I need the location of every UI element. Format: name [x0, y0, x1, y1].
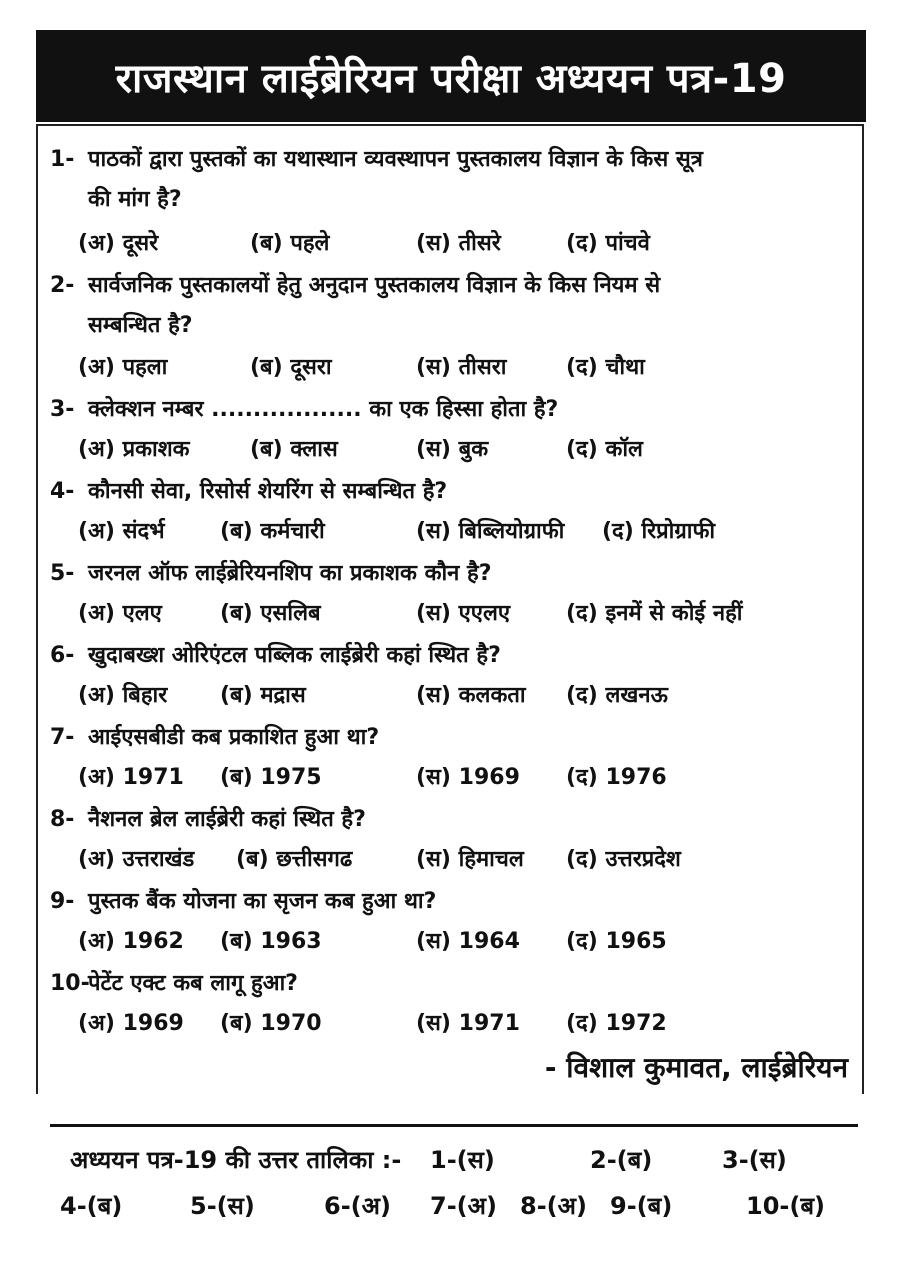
question-3	[50, 396, 558, 424]
option-b: (ब) छत्तीसगढ	[236, 847, 353, 872]
option-c: (स) हिमाचल	[416, 847, 524, 872]
question-number: 1-	[50, 147, 75, 172]
answer-item: 1-(स)	[430, 1146, 495, 1174]
option-c: (स) 1971	[416, 1011, 520, 1036]
question-text: खुदाबख्श ओरिएंटल पब्लिक लाईब्रेरी कहां स्थित है?	[88, 643, 501, 668]
question-5	[50, 560, 491, 588]
answer-item: 7-(अ)	[430, 1192, 497, 1220]
option-d: (द) 1965	[566, 929, 667, 954]
question-text: पुस्तक बैंक योजना का सृजन कब हुआ था?	[88, 889, 437, 914]
question-text: कौनसी सेवा, रिसोर्स शेयरिंग से सम्बन्धित है?	[88, 479, 448, 504]
answer-item: 8-(अ)	[520, 1192, 587, 1220]
option-a: (अ) प्रकाशक	[78, 437, 190, 462]
option-c: (स) कलकता	[416, 683, 526, 708]
page-title: राजस्थान लाईब्रेरियन परीक्षा अध्ययन पत्र-19	[36, 30, 866, 122]
question-number: 9-	[50, 889, 75, 914]
options-row	[78, 846, 858, 874]
answer-item: 2-(ब)	[590, 1146, 653, 1174]
option-d: (द) पांचवे	[566, 231, 650, 256]
answer-key-label: अध्ययन पत्र-19 की उत्तर तालिका :-	[70, 1146, 402, 1174]
option-c: (स) तीसरे	[416, 231, 501, 256]
option-b: (ब) 1975	[220, 765, 322, 790]
answer-item: 5-(स)	[190, 1192, 255, 1220]
answer-item: 4-(ब)	[60, 1192, 123, 1220]
answer-key	[50, 1132, 858, 1242]
option-a: (अ) 1969	[78, 1011, 184, 1036]
question-number: 10-	[50, 971, 90, 996]
option-d: (द) लखनऊ	[566, 683, 668, 708]
question-text: क्लेक्शन नम्बर .................. का एक हिस्सा होता है?	[88, 397, 559, 422]
options-row	[78, 600, 858, 628]
question-8	[50, 806, 366, 834]
question-panel	[36, 124, 864, 1094]
option-d: (द) इनमें से कोई नहीं	[566, 601, 743, 626]
option-b: (ब) मद्रास	[220, 683, 306, 708]
options-row	[78, 682, 858, 710]
question-9	[50, 888, 436, 916]
question-1	[50, 146, 703, 174]
question-number: 3-	[50, 397, 75, 422]
option-c: (स) 1964	[416, 929, 520, 954]
option-d: (द) 1976	[566, 765, 667, 790]
option-d: (द) कॉल	[566, 437, 643, 462]
option-c: (स) बिब्लियोग्राफी	[416, 519, 565, 544]
divider	[50, 1124, 858, 1127]
options-row	[78, 1010, 858, 1038]
option-c: (स) एएलए	[416, 601, 511, 626]
options-row	[78, 928, 858, 956]
option-a: (अ) दूसरे	[78, 231, 159, 256]
option-b: (ब) कर्मचारी	[220, 519, 325, 544]
question-number: 6-	[50, 643, 75, 668]
question-4	[50, 478, 447, 506]
question-number: 4-	[50, 479, 75, 504]
option-c: (स) 1969	[416, 765, 520, 790]
option-a: (अ) बिहार	[78, 683, 168, 708]
question-text: सार्वजनिक पुस्तकालयों हेतु अनुदान पुस्तकालय विज्ञान के किस नियम से	[88, 273, 661, 298]
question-text-cont: की मांग है?	[88, 187, 182, 212]
question-text: पाठकों द्वारा पुस्तकों का यथास्थान व्यवस्थापन पुस्तकालय विज्ञान के किस सूत्र	[88, 147, 703, 172]
question-2	[50, 272, 660, 300]
option-a: (अ) उत्तराखंड	[78, 847, 195, 872]
question-text: जरनल ऑफ लाईब्रेरियनशिप का प्रकाशक कौन है?	[88, 561, 492, 586]
question-number: 5-	[50, 561, 75, 586]
author-credit: - विशाल कुमावत, लाईब्रेरियन	[544, 1051, 848, 1084]
options-row	[78, 230, 858, 258]
question-number: 8-	[50, 807, 75, 832]
option-d: (द) रिप्रोग्राफी	[602, 519, 716, 544]
question-number: 2-	[50, 273, 75, 298]
option-b: (ब) 1970	[220, 1011, 322, 1036]
option-a: (अ) पहला	[78, 355, 168, 380]
option-c: (स) तीसरा	[416, 355, 507, 380]
option-b: (ब) एसलिब	[220, 601, 321, 626]
option-a: (अ) एलए	[78, 601, 162, 626]
option-b: (ब) दूसरा	[250, 355, 332, 380]
question-text: नैशनल ब्रेल लाईब्रेरी कहां स्थित है?	[88, 807, 366, 832]
options-row	[78, 764, 858, 792]
question-number: 7-	[50, 725, 75, 750]
option-b: (ब) 1963	[220, 929, 322, 954]
option-a: (अ) 1962	[78, 929, 184, 954]
options-row	[78, 518, 858, 546]
answer-item: 6-(अ)	[324, 1192, 391, 1220]
option-a: (अ) 1971	[78, 765, 184, 790]
options-row	[78, 354, 858, 382]
answer-item: 10-(ब)	[746, 1192, 826, 1220]
option-d: (द) उत्तरप्रदेश	[566, 847, 681, 872]
answer-item: 3-(स)	[722, 1146, 787, 1174]
option-b: (ब) क्लास	[250, 437, 338, 462]
question-text: आईएसबीडी कब प्रकाशित हुआ था?	[88, 725, 380, 750]
option-a: (अ) संदर्भ	[78, 519, 165, 544]
question-text-cont: सम्बन्धित है?	[88, 313, 193, 338]
question-7	[50, 724, 379, 752]
question-10	[50, 970, 298, 998]
question-6	[50, 642, 501, 670]
question-text: पेटेंट एक्ट कब लागू हुआ?	[88, 971, 298, 996]
options-row	[78, 436, 858, 464]
option-c: (स) बुक	[416, 437, 489, 462]
option-b: (ब) पहले	[250, 231, 330, 256]
answer-item: 9-(ब)	[610, 1192, 673, 1220]
option-d: (द) चौथा	[566, 355, 645, 380]
option-d: (द) 1972	[566, 1011, 667, 1036]
